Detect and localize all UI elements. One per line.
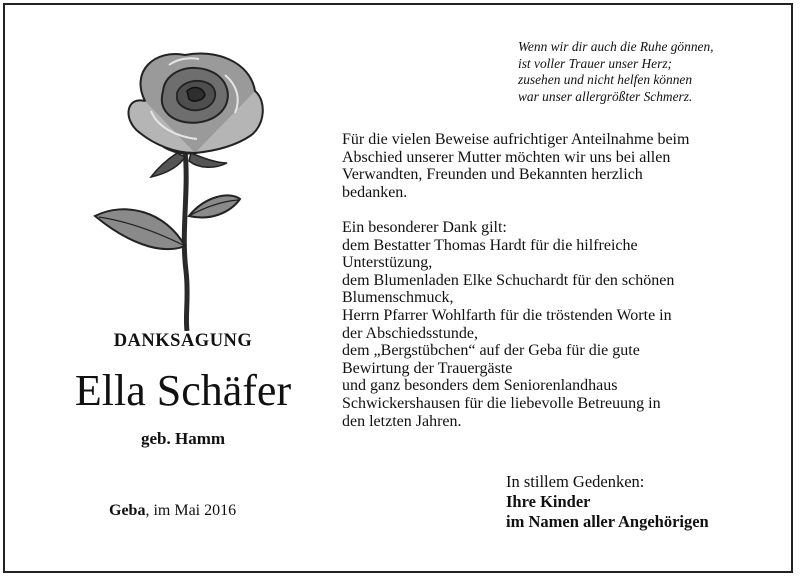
text-line: Herrn Pfarrer Wohlfarth für die tröstenden Worte in [342,306,672,324]
text-line: dem Bestatter Thomas Hardt für die hilfreiche [342,236,638,254]
thanks-text [342,131,782,448]
text-line: der Abschiedsstunde, [342,324,478,342]
text-line: den letzten Jahren. [342,412,462,430]
text-line: Ein besonderer Dank gilt: [342,218,507,236]
poem-line: Wenn wir dir auch die Ruhe gönnen, [518,39,714,54]
obituary-card [3,3,793,573]
closing-signature [506,472,709,532]
notice-heading: DANKSAGUNG [113,331,253,351]
text-line: dem „Bergstübchen“ auf der Geba für die gute [342,342,640,360]
text-line: Bewirtung der Trauergäste [342,359,513,377]
text-line: dem Blumenladen Elke Schuchardt für den schönen [342,271,675,289]
text-line: bedanken. [342,183,408,201]
text-line: Schwickershausen für die liebevolle Betreuung in [342,394,661,412]
text-line: Verwandten, Freunden und Bekannten herzlich [342,166,643,184]
closing-line-2: im Namen aller Angehörigen [506,512,709,531]
poem-line: zusehen und nicht helfen können [518,72,693,87]
text-line: Für die vielen Beweise aufrichtiger Anteilnahme beim [342,131,690,148]
place-name: Geba [109,502,146,519]
closing-line-1: Ihre Kinder [506,492,591,511]
place-date [109,502,236,520]
poem-line: war unser allergrößter Schmerz. [518,88,693,104]
maiden-name: geb. Hamm [140,429,226,448]
thanks-paragraph-2 [342,219,782,430]
poem-verse [518,39,788,105]
text-line: und ganz besonders dem Seniorenlandhaus [342,377,618,395]
closing-intro: In stillem Gedenken: [506,472,645,491]
rose-icon [85,41,285,331]
text-line: Blumenschmuck, [342,289,454,307]
date-text: , im Mai 2016 [145,502,237,519]
deceased-name: Ella Schäfer [74,366,292,415]
text-line: Unterstüzung, [342,254,433,272]
poem-line: ist voller Trauer unser Herz; [518,55,672,71]
thanks-paragraph-1 [342,131,782,201]
text-line: Abschied unserer Mutter möchten wir uns bei allen [342,148,671,166]
